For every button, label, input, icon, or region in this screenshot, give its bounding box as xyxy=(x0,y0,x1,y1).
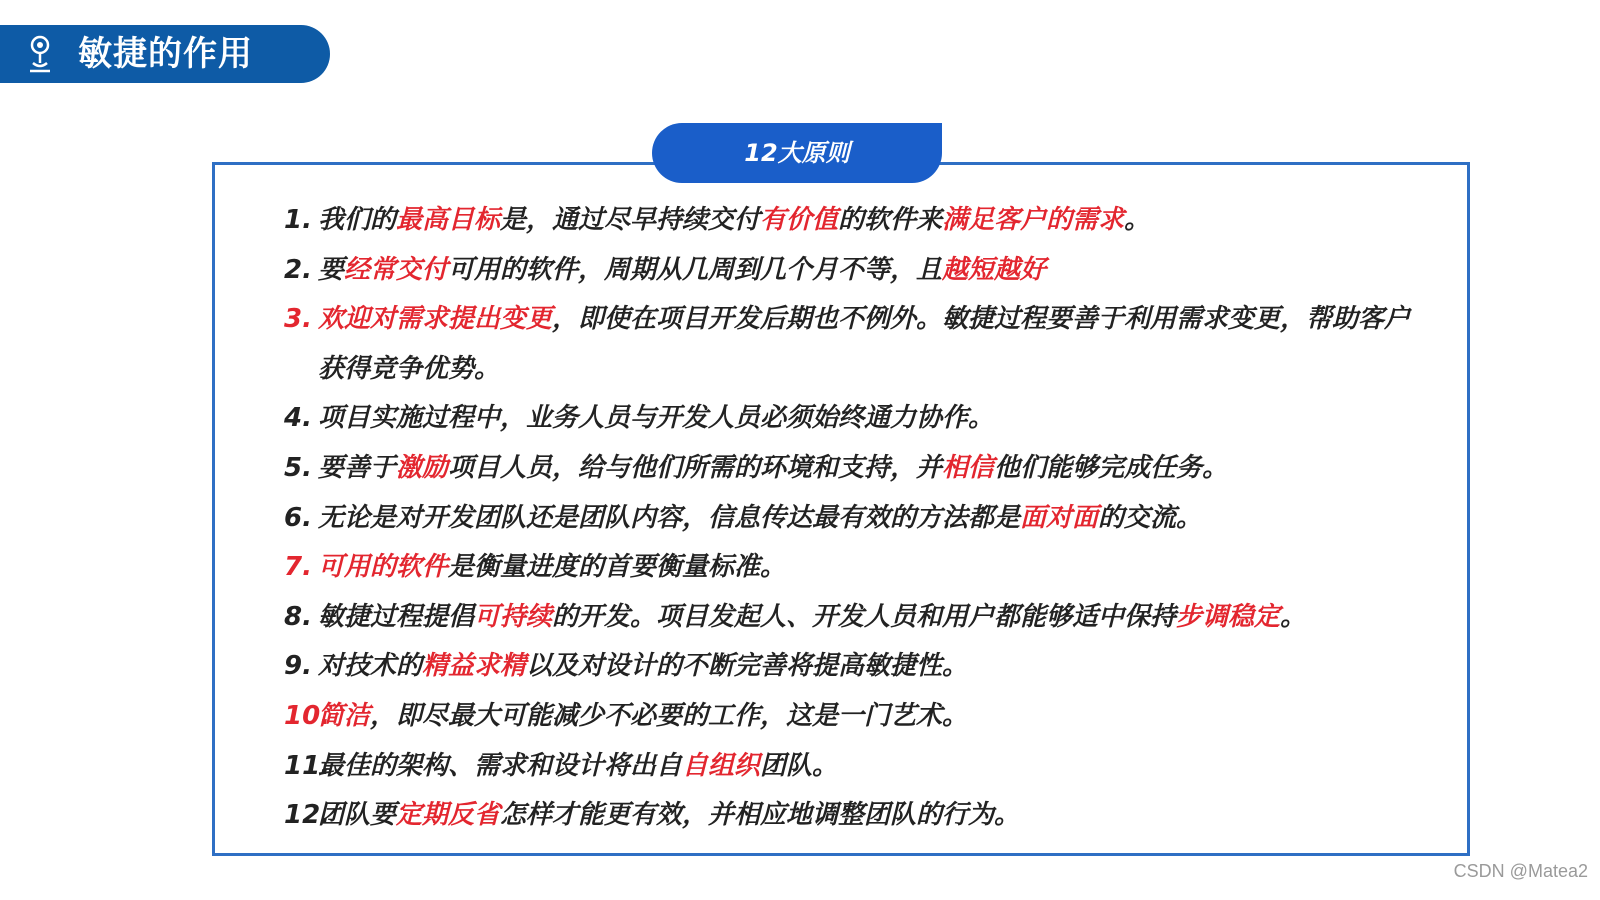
principle-highlight: 简洁 xyxy=(318,700,371,731)
principle-text xyxy=(318,295,1434,394)
principle-highlight: 最高目标 xyxy=(396,205,501,235)
principle-segment: 是，通过尽早持续交付 xyxy=(500,205,761,235)
principle-highlight: 面对面 xyxy=(1020,502,1099,533)
principle-number: 9. xyxy=(284,651,312,682)
principle-item xyxy=(284,246,1434,296)
principle-highlight: 步调稳定 xyxy=(1176,601,1281,632)
principle-segment: 的开发。项目发起人、开发人员和用户都能够适中保持 xyxy=(552,601,1177,632)
principle-text xyxy=(318,642,1434,692)
principle-item xyxy=(284,742,1434,792)
principle-text xyxy=(318,394,1434,444)
principle-number: 8. xyxy=(284,601,312,632)
principle-text xyxy=(318,543,1434,593)
principle-number: 1. xyxy=(284,205,312,235)
section-header-banner xyxy=(0,25,330,83)
principle-segment: 我们的 xyxy=(318,205,397,235)
principle-highlight: 精益求精 xyxy=(422,651,527,682)
principle-text xyxy=(318,444,1434,494)
principle-segment: ，即使在项目开发后期也不例外。敏捷过程要善于利用需求变更，帮助客户获得竞争优势。 xyxy=(318,304,1411,384)
principle-highlight: 越短越好 xyxy=(942,254,1047,285)
principle-number: 11. xyxy=(284,750,331,781)
principle-number: 3. xyxy=(284,304,312,335)
principle-text xyxy=(318,246,1434,296)
page-title: 敏捷的作用 xyxy=(78,34,253,74)
principle-highlight: 可持续 xyxy=(474,601,553,632)
principle-highlight: 自组织 xyxy=(682,750,761,781)
principle-segment: 。 xyxy=(1124,205,1151,235)
principle-text xyxy=(318,742,1434,792)
principle-segment: 的软件来 xyxy=(838,205,943,235)
principle-item xyxy=(284,394,1434,444)
principle-highlight: 可用的软件 xyxy=(318,552,449,583)
principle-segment: 最佳的架构、需求和设计将出自 xyxy=(318,750,683,781)
principle-segment: 是衡量进度的首要衡量标准。 xyxy=(448,552,787,583)
principle-number: 12. xyxy=(284,800,331,831)
principles-tab-label: 12大原则 xyxy=(652,123,942,183)
principle-item xyxy=(284,642,1434,692)
principle-number: 7. xyxy=(284,552,312,583)
principle-segment: 以及对设计的不断完善将提高敏捷性。 xyxy=(526,651,969,682)
principle-segment: 团队。 xyxy=(760,750,839,781)
principle-number: 4. xyxy=(284,403,312,434)
principle-segment: 项目实施过程中，业务人员与开发人员必须始终通力协作。 xyxy=(318,403,995,434)
principle-highlight: 激励 xyxy=(396,452,449,483)
principle-item xyxy=(284,444,1434,494)
principle-text xyxy=(318,593,1434,643)
principle-item xyxy=(284,543,1434,593)
principle-highlight: 有价值 xyxy=(760,205,839,235)
principle-number: 6. xyxy=(284,502,312,533)
principle-number: 5. xyxy=(284,452,312,483)
location-pin-icon xyxy=(26,33,54,75)
principle-text xyxy=(318,692,1434,742)
principle-segment: 怎样才能更有效，并相应地调整团队的行为。 xyxy=(500,800,1021,831)
principle-segment: 要善于 xyxy=(318,452,397,483)
principle-segment: 项目人员，给与他们所需的环境和支持，并 xyxy=(448,452,943,483)
principle-segment: 团队要 xyxy=(318,800,397,831)
principle-highlight: 定期反省 xyxy=(396,800,501,831)
principle-item xyxy=(284,196,1434,246)
principle-text xyxy=(318,791,1434,841)
principle-item xyxy=(284,692,1434,742)
principle-segment: 敏捷过程提倡 xyxy=(318,601,475,632)
principle-segment: 的交流。 xyxy=(1098,502,1203,533)
principle-highlight: 经常交付 xyxy=(344,254,449,285)
watermark: CSDN @Matea2 xyxy=(1453,861,1588,881)
principle-item xyxy=(284,593,1434,643)
principle-segment: ，即尽最大可能减少不必要的工作，这是一门艺术。 xyxy=(370,700,969,731)
principle-item xyxy=(284,494,1434,544)
principle-segment: 要 xyxy=(318,254,345,285)
principle-item xyxy=(284,295,1434,394)
principle-highlight: 欢迎对需求提出变更 xyxy=(318,304,553,335)
principle-highlight: 相信 xyxy=(942,452,995,483)
principles-list xyxy=(284,196,1434,841)
principle-number: 10. xyxy=(284,700,331,731)
principle-item xyxy=(284,791,1434,841)
principle-number: 2. xyxy=(284,254,312,285)
principle-highlight: 满足客户的需求 xyxy=(942,205,1125,235)
principle-segment: 。 xyxy=(1280,601,1307,632)
principle-segment: 可用的软件，周期从几周到几个月不等，且 xyxy=(448,254,943,285)
principle-text xyxy=(318,196,1434,246)
principle-segment: 无论是对开发团队还是团队内容，信息传达最有效的方法都是 xyxy=(318,502,1021,533)
principle-segment: 他们能够完成任务。 xyxy=(994,452,1229,483)
principle-segment: 对技术的 xyxy=(318,651,423,682)
principle-text xyxy=(318,494,1434,544)
